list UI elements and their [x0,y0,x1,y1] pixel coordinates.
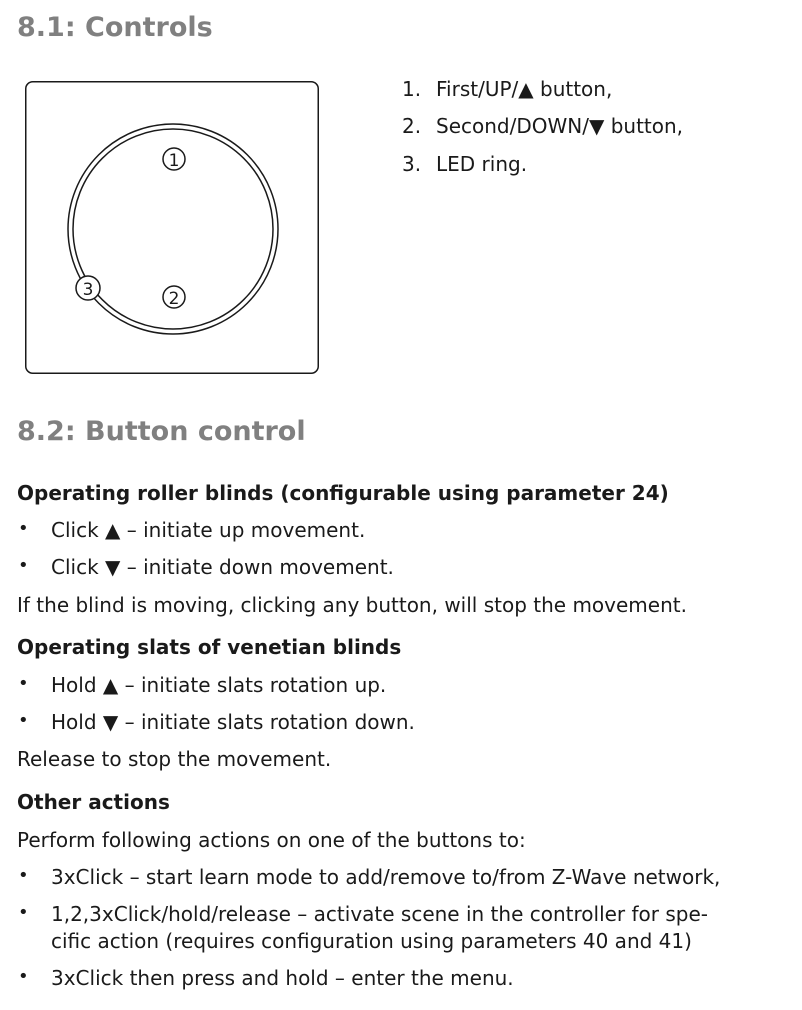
bullet: • [18,673,29,694]
section-title-controls: 8.1: Controls [17,12,213,43]
heading-other-actions: Other actions [17,790,170,814]
controls-list-number: 2. [402,114,422,138]
bullet: • [18,966,29,987]
list-item-text-continued: cific action (requires configuration using parameters 40 and 41) [51,929,692,953]
other-actions-intro: Perform following actions on one of the buttons to: [17,828,526,852]
heading-venetian-slats: Operating slats of venetian blinds [17,635,402,659]
list-item-text: 3xClick then press and hold – enter the menu. [51,966,514,990]
controls-list-number: 1. [402,77,422,101]
bullet: • [18,865,29,886]
list-item-text: Hold ▼ – initiate slats rotation down. [51,710,415,734]
roller-note: If the blind is moving, clicking any button, will stop the movement. [17,593,687,617]
section-title-button-control: 8.2: Button control [17,416,306,447]
bullet: • [18,555,29,576]
list-item-text: Click ▼ – initiate down movement. [51,555,394,579]
device-diagram [25,81,319,374]
label-2-text: 2 [168,289,180,309]
controls-list-item [402,114,683,138]
bullet: • [18,710,29,731]
bullet: • [18,518,29,539]
controls-list-text: Second/DOWN/▼ button, [436,114,684,138]
label-3-text: 3 [82,280,94,300]
bullet: • [18,902,29,923]
list-item-text: 3xClick – start learn mode to add/remove to/from Z-Wave network, [51,865,721,889]
list-item-text: Hold ▲ – initiate slats rotation up. [51,673,387,697]
label-1-text: 1 [168,151,180,171]
controls-list-number: 3. [402,152,422,176]
list-item-text: Click ▲ – initiate up movement. [51,518,366,542]
heading-roller-blinds: Operating roller blinds (configurable using parameter 24) [17,481,669,505]
list-item-text: 1,2,3xClick/hold/release – activate scene in the controller for spe- [51,902,709,926]
slats-note: Release to stop the movement. [17,747,332,771]
controls-list-text: First/UP/▲ button, [436,77,613,101]
controls-list-item [402,77,612,101]
controls-list-text: LED ring. [436,152,528,176]
controls-list-item [402,152,527,176]
